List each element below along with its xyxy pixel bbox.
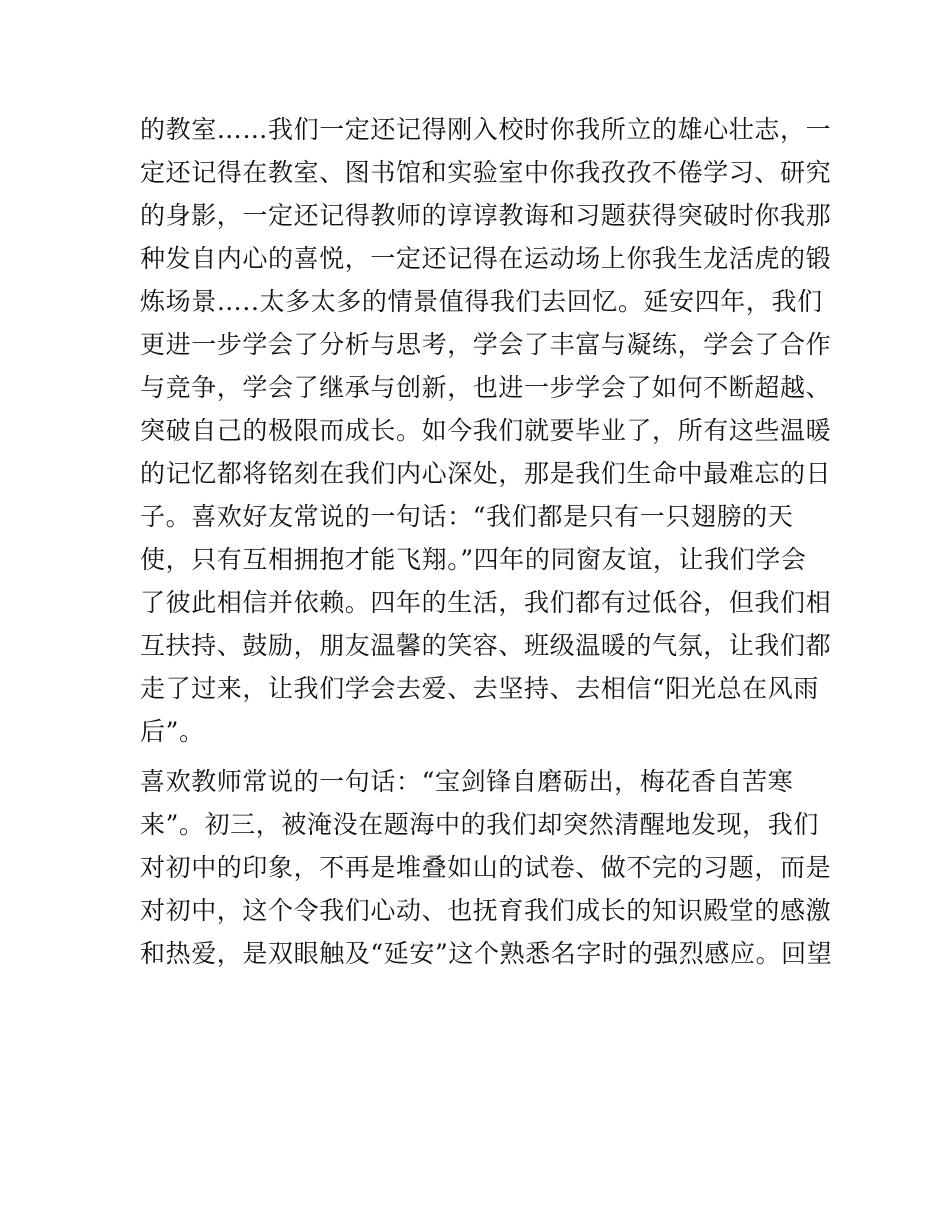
text-line: 种发自内心的喜悦，一定还记得在运动场上你我生龙活虎的锻 [140, 244, 832, 273]
text-line: 了彼此相信并依赖。四年的生活，我们都有过低谷，但我们相 [140, 588, 832, 617]
text-line: 定还记得在教室、图书馆和实验室中你我孜孜不倦学习、研究 [140, 158, 832, 187]
text-line: 使，只有互相拥抱才能飞翔。”四年的同窗友谊，让我们学会 [140, 545, 807, 574]
text-line: 走了过来，让我们学会去爱、去坚持、去相信“阳光总在风雨 [140, 674, 819, 703]
text-line: 互扶持、鼓励，朋友温馨的笑容、班级温暖的气氛，让我们都 [140, 631, 832, 660]
text-line: 的教室……我们一定还记得刚入校时你我所立的雄心壮志，一 [140, 115, 832, 144]
text-line: 突破自己的极限而成长。如今我们就要毕业了，所有这些温暖 [140, 416, 832, 445]
body-text [140, 108, 833, 975]
text-line: 来”。初三，被淹没在题海中的我们却突然清醒地发现，我们 [140, 810, 819, 839]
text-line: 喜欢教师常说的一句话：“宝剑锋自磨砺出，梅花香自苦寒 [140, 767, 794, 796]
text-line: 和热爱，是双眼触及“延安”这个熟悉名字时的强烈感应。回望 [140, 939, 833, 968]
text-line: 对初中的印象，不再是堆叠如山的试卷、做不完的习题，而是 [140, 853, 832, 882]
text-line: 更进一步学会了分析与思考，学会了丰富与凝练，学会了合作 [140, 330, 832, 359]
text-line: 炼场景…..太多太多的情景值得我们去回忆。延安四年，我们 [140, 287, 823, 316]
text-line: 的身影，一定还记得教师的谆谆教诲和习题获得突破时你我那 [140, 201, 832, 230]
text-line: 后”。 [140, 717, 205, 746]
text-line: 与竞争，学会了继承与创新，也进一步学会了如何不断超越、 [140, 373, 832, 402]
text-line: 对初中，这个令我们心动、也抚育我们成长的知识殿堂的感激 [140, 896, 832, 925]
text-line: 的记忆都将铭刻在我们内心深处，那是我们生命中最难忘的日 [140, 459, 832, 488]
text-line: 子。喜欢好友常说的一句话：“我们都是只有一只翅膀的天 [140, 502, 794, 531]
